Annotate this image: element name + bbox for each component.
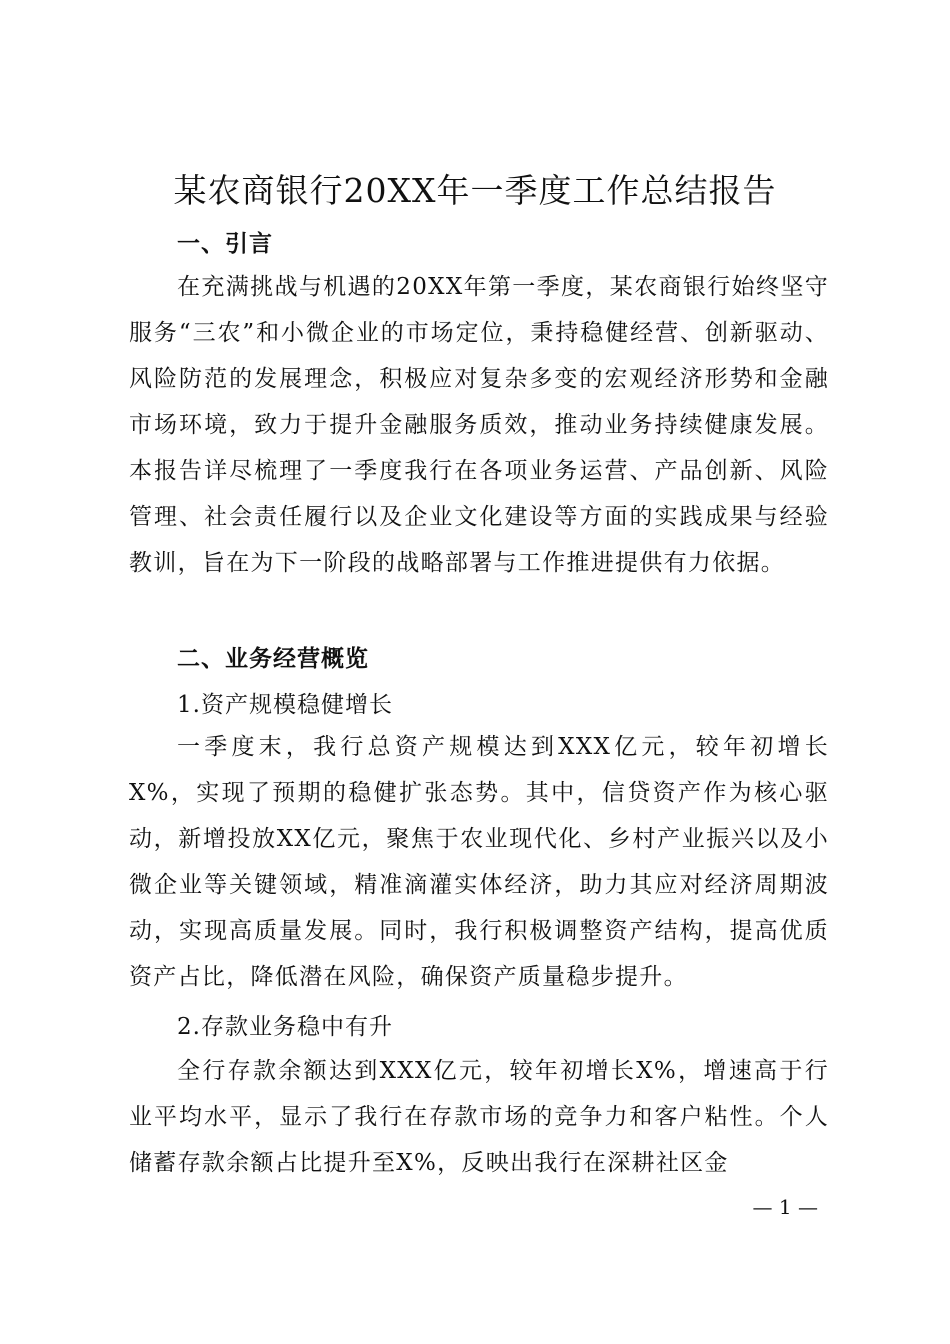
introduction-paragraph: 在充满挑战与机遇的20XX年第一季度，某农商银行始终坚守服务“三农”和小微企业的市场定位，秉持稳健经营、创新驱动、风险防范的发展理念，积极应对复杂多变的宏观经济形势和金融市场环境，致力于提升金融服务质效，推动业务持续健康发展。本报告详尽梳理了一季度我行在各项业务运营、产品创新、风险管理、社会责任履行以及企业文化建设等方面的实践成果与经验教训，旨在为下一阶段的战略部署与工作推进提供有力依据。 bbox=[129, 274, 829, 576]
deposits-paragraph: 全行存款余额达到XXX亿元，较年初增长X%，增速高于行业平均水平，显示了我行在存款市场的竞争力和客户粘性。个人储蓄存款余额占比提升至X%，反映出我行在深耕社区金 bbox=[129, 1058, 829, 1176]
page-number: — 1 — bbox=[752, 1195, 818, 1219]
subsection-heading-deposits: 2.存款业务稳中有升 bbox=[177, 1014, 393, 1040]
subsection-heading-assets: 1.资产规模稳健增长 bbox=[177, 692, 393, 718]
assets-paragraph: 一季度末，我行总资产规模达到XXX亿元，较年初增长X%，实现了预期的稳健扩张态势。其中，信贷资产作为核心驱动，新增投放XX亿元，聚焦于农业现代化、乡村产业振兴以及小微企业等关键领域，精准滴灌实体经济，助力其应对经济周期波动，实现高质量发展。同时，我行积极调整资产结构，提高优质资产占比，降低潜在风险，确保资产质量稳步提升。 bbox=[129, 734, 829, 990]
document-title: 某农商银行20XX年一季度工作总结报告 bbox=[173, 171, 777, 210]
section-heading-introduction: 一、引言 bbox=[177, 231, 273, 257]
section-heading-business-overview: 二、业务经营概览 bbox=[177, 646, 369, 672]
